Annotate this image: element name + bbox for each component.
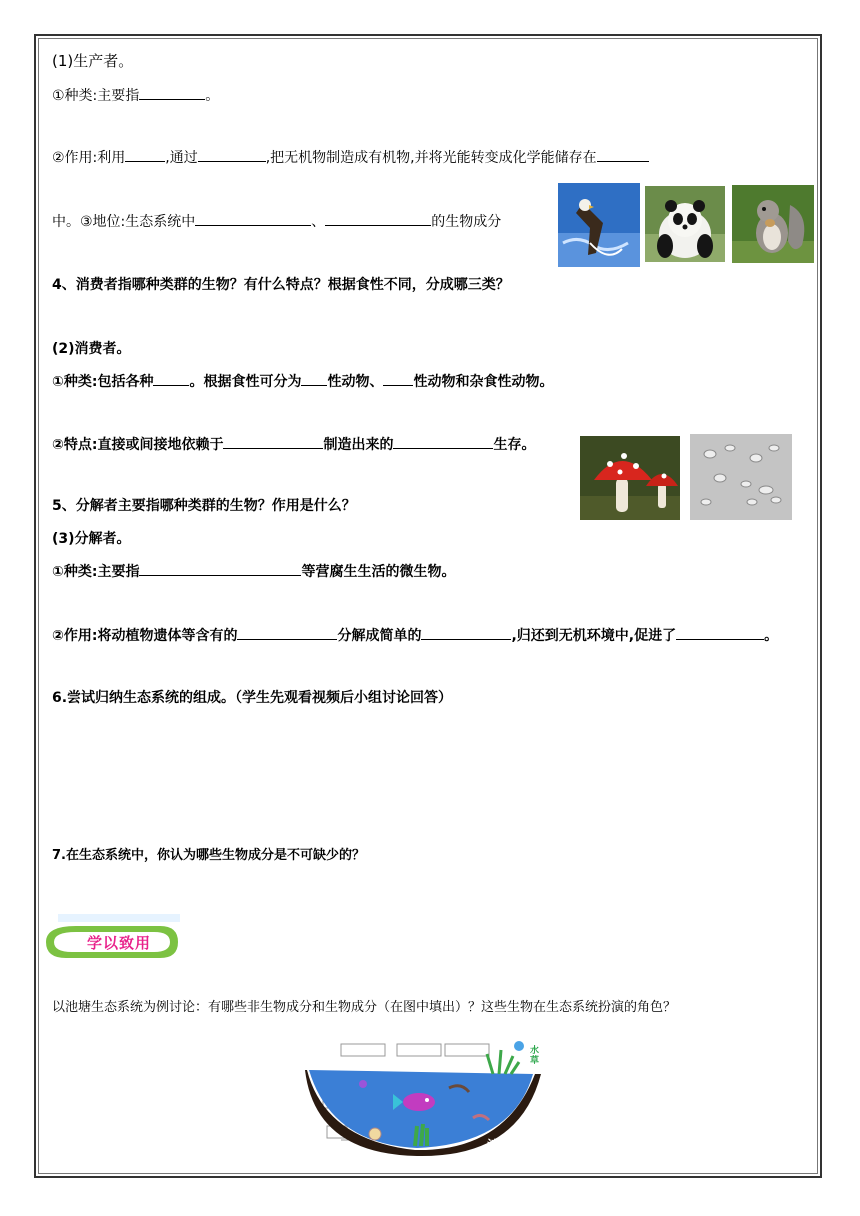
eagle-photo bbox=[558, 183, 640, 267]
consumer-type-text-4: 性动物和杂食性动物。 bbox=[413, 374, 554, 390]
producer-role-text-3: ,把无机物制造成有机物,并将光能转变成化学能储存在 bbox=[265, 150, 597, 166]
decomposer-type-text-1: ①种类:主要指 bbox=[52, 564, 140, 580]
consumer-feature-text-1: ②特点:直接或间接地依赖于 bbox=[52, 437, 224, 453]
apply-learning-badge bbox=[42, 914, 180, 960]
consumer-feature-line bbox=[52, 435, 535, 454]
bacteria-micrograph bbox=[690, 434, 792, 520]
decomposer-type-text-2: 等营腐生生活的微生物。 bbox=[301, 564, 456, 580]
consumer-type-text-3: 性动物、 bbox=[327, 374, 384, 390]
water-grass-label bbox=[530, 1046, 539, 1066]
blank-consumer-depends[interactable] bbox=[223, 435, 323, 449]
blank-producer-type[interactable] bbox=[139, 86, 205, 100]
blank-producer-store[interactable] bbox=[597, 148, 649, 162]
consumer-type-text-2: 。根据食性可分为 bbox=[189, 374, 302, 390]
producer-type-prefix: ①种类:主要指 bbox=[52, 88, 140, 104]
blank-decomposer-type[interactable] bbox=[139, 562, 301, 576]
consumer-type-line bbox=[52, 372, 553, 391]
consumer-type-text-1: ①种类:包括各种 bbox=[52, 374, 154, 390]
decomposer-role-line bbox=[52, 626, 778, 645]
blank-decomposer-organic[interactable] bbox=[237, 626, 337, 640]
decomposer-heading: (3)分解者。 bbox=[52, 531, 131, 547]
mushroom-photo bbox=[580, 436, 680, 520]
consumer-heading: (2)消费者。 bbox=[52, 341, 131, 357]
apply-learning-label: 学以致用 bbox=[86, 934, 151, 952]
producer-type-line bbox=[52, 86, 219, 105]
decomposer-role-text-4: 。 bbox=[764, 628, 779, 644]
producer-type-suffix: 。 bbox=[205, 88, 220, 104]
squirrel-photo bbox=[732, 185, 814, 263]
producer-role-line bbox=[52, 148, 649, 167]
producer-role-text-2: ,通过 bbox=[165, 150, 198, 166]
producer-status-text-3: 的生物成分 bbox=[431, 214, 502, 230]
question-7: 7.在生态系统中，你认为哪些生物成分是不可缺少的？ bbox=[52, 848, 365, 863]
blank-consumer-type[interactable] bbox=[153, 372, 189, 386]
blank-producer-status-1[interactable] bbox=[195, 212, 311, 226]
question-4: 4、消费者指哪种类群的生物？有什么特点？根据食性不同，分成哪三类？ bbox=[52, 277, 510, 293]
question-5: 5、分解者主要指哪种类群的生物？作用是什么？ bbox=[52, 498, 356, 514]
consumer-feature-text-3: 生存。 bbox=[493, 437, 536, 453]
pond-label: 池塘 bbox=[487, 1138, 512, 1152]
blank-producer-status-2[interactable] bbox=[325, 212, 431, 226]
application-prompt: 以池塘生态系统为例讨论：有哪些非生物成分和生物成分（在图中填出）？这些生物在生态系统扮演的角色？ bbox=[52, 1000, 677, 1015]
blank-consumer-substance[interactable] bbox=[393, 435, 493, 449]
panda-photo bbox=[645, 186, 725, 262]
producer-status-text-2: 、 bbox=[311, 214, 326, 230]
consumer-feature-text-2: 制造出来的 bbox=[323, 437, 394, 453]
producer-heading: (1)生产者。 bbox=[52, 52, 134, 70]
water-grass-label-1: 水 bbox=[530, 1046, 540, 1056]
producer-status-text-1: 中。③地位:生态系统中 bbox=[52, 214, 196, 230]
producer-status-line bbox=[52, 212, 501, 231]
blank-decomposer-inorganic[interactable] bbox=[421, 626, 511, 640]
blank-consumer-carnivore[interactable] bbox=[383, 372, 413, 386]
water-grass-label-2: 草 bbox=[530, 1056, 540, 1066]
blank-producer-energy[interactable] bbox=[125, 148, 165, 162]
decomposer-type-line bbox=[52, 562, 455, 581]
pond-ecosystem-diagram bbox=[305, 1040, 545, 1158]
blank-producer-process[interactable] bbox=[198, 148, 266, 162]
blank-decomposer-cycle[interactable] bbox=[676, 626, 764, 640]
blank-consumer-herbivore[interactable] bbox=[301, 372, 327, 386]
decomposer-role-text-1: ②作用:将动植物遗体等含有的 bbox=[52, 628, 238, 644]
question-6: 6.尝试归纳生态系统的组成。（学生先观看视频后小组讨论回答） bbox=[52, 690, 453, 706]
producer-role-text-1: ②作用:利用 bbox=[52, 150, 126, 166]
decomposer-role-text-3: ,归还到无机环境中,促进了 bbox=[511, 628, 677, 644]
decomposer-role-text-2: 分解成简单的 bbox=[337, 628, 422, 644]
